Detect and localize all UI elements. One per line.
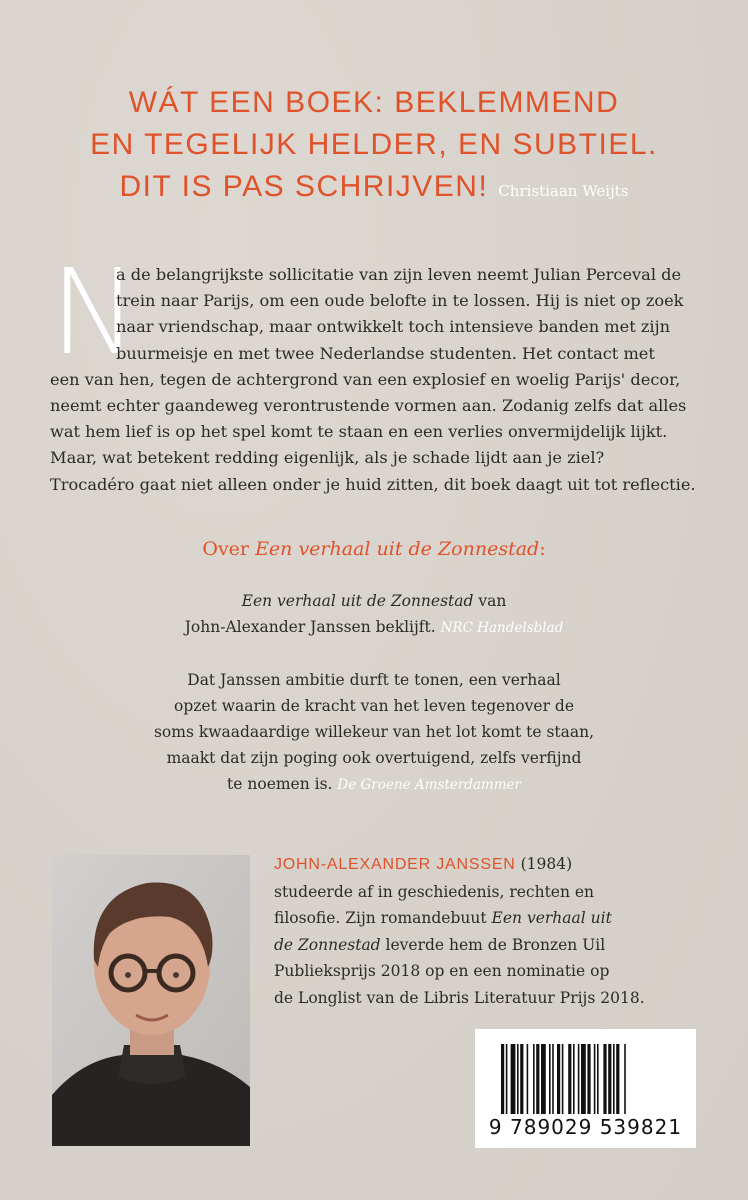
blurb-line: a de belangrijkste sollicitatie van zijn leven neemt Julian Perceval de bbox=[116, 265, 682, 284]
author-portrait-icon bbox=[52, 855, 250, 1146]
author-book-b: de Zonnestad bbox=[274, 935, 381, 954]
cover-quote bbox=[0, 82, 748, 212]
barcode-box bbox=[475, 1029, 696, 1148]
reviews-heading bbox=[0, 538, 748, 560]
quote-line-3-text: DIT IS PAS SCHRIJVEN! bbox=[119, 170, 489, 203]
reviews-heading-prefix: Over bbox=[202, 538, 256, 560]
barcode-icon bbox=[501, 1044, 671, 1114]
author-bio bbox=[274, 851, 714, 1011]
blurb-line: buurmeisje en met twee Nederlandse studenten. Het contact met bbox=[116, 343, 655, 363]
review-2-line: maakt dat zijn poging ook overtuigend, zelfs verfijnd bbox=[166, 749, 582, 767]
review-1-source: NRC Handelsblad bbox=[440, 620, 564, 636]
author-name: JOHN-ALEXANDER JANSSEN bbox=[274, 856, 516, 873]
author-bio-line: Publieksprijs 2018 op en een nominatie op bbox=[274, 962, 610, 980]
review-1-text-2: John-Alexander Janssen beklijft. bbox=[184, 618, 436, 636]
author-bio-text-4: leverde hem de Bronzen Uil bbox=[380, 935, 606, 954]
review-spacer bbox=[0, 641, 748, 667]
author-bio-line-4 bbox=[274, 932, 714, 959]
blurb-text bbox=[50, 243, 700, 498]
review-2-line: Dat Janssen ambitie durft te tonen, een verhaal bbox=[187, 671, 561, 689]
review-1-text: van bbox=[473, 592, 507, 610]
drop-cap: N bbox=[50, 243, 139, 381]
quote-line-2: EN TEGELIJK HELDER, EN SUBTIEL. bbox=[90, 128, 658, 161]
review-2-line: opzet waarin de kracht van het leven tegenover de bbox=[173, 697, 575, 715]
blurb-line: Maar, wat betekent redding eigenlijk, als je schade lijdt aan je ziel? bbox=[50, 448, 605, 468]
blurb-line: naar vriendschap, maar ontwikkelt toch intensieve banden met zijn bbox=[116, 317, 671, 337]
review-2-line: soms kwaadaardige willekeur van het lot komt te staan, bbox=[153, 723, 595, 741]
author-bio-line: studeerde af in geschiedenis, rechten en bbox=[274, 882, 595, 901]
author-book-a: Een verhaal uit bbox=[491, 909, 612, 927]
reviews-heading-book: Een verhaal uit de Zonnestad bbox=[255, 538, 540, 560]
author-bio-line-1 bbox=[274, 851, 714, 879]
blurb-line: een van hen, tegen de achtergrond van een explosief en woelig Parijs' decor, bbox=[50, 369, 681, 389]
quote-line-1: WÁT EEN BOEK: BEKLEMMEND bbox=[128, 86, 620, 119]
blurb-line: Trocadéro gaat niet alleen onder je huid zitten, dit boek daagt uit tot reflectie. bbox=[50, 474, 696, 494]
review-1-line-1 bbox=[0, 588, 748, 614]
isbn-number: 9 789029 539821 bbox=[488, 1115, 683, 1139]
quote-author: Christiaan Weijts bbox=[498, 182, 629, 200]
reviews-heading-suffix: : bbox=[539, 538, 546, 560]
author-photo bbox=[52, 855, 250, 1146]
quote-line-3 bbox=[0, 166, 748, 212]
review-1-book: Een verhaal uit de Zonnestad bbox=[241, 592, 474, 610]
review-2-source: De Groene Amsterdammer bbox=[337, 777, 521, 793]
review-2-last-line bbox=[0, 771, 748, 798]
blurb-line: trein naar Parijs, om een oude belofte in te lossen. Hij is niet op zoek bbox=[116, 291, 684, 311]
review-1-line-2 bbox=[0, 614, 748, 641]
author-year: (1984) bbox=[520, 855, 573, 873]
blurb-line: wat hem lief is op het spel komt te staan en een verlies onvermijdelijk lijkt. bbox=[50, 422, 668, 442]
author-bio-line-3 bbox=[274, 905, 714, 932]
blurb-line: neemt echter gaandeweg verontrustende vormen aan. Zodanig zelfs dat alles bbox=[50, 396, 687, 416]
author-bio-line: de Longlist van de Libris Literatuur Prijs 2018. bbox=[274, 988, 645, 1007]
review-2-text-last: te noemen is. bbox=[227, 775, 333, 793]
author-bio-text: filosofie. Zijn romandebuut bbox=[274, 909, 487, 927]
reviews bbox=[0, 588, 748, 798]
